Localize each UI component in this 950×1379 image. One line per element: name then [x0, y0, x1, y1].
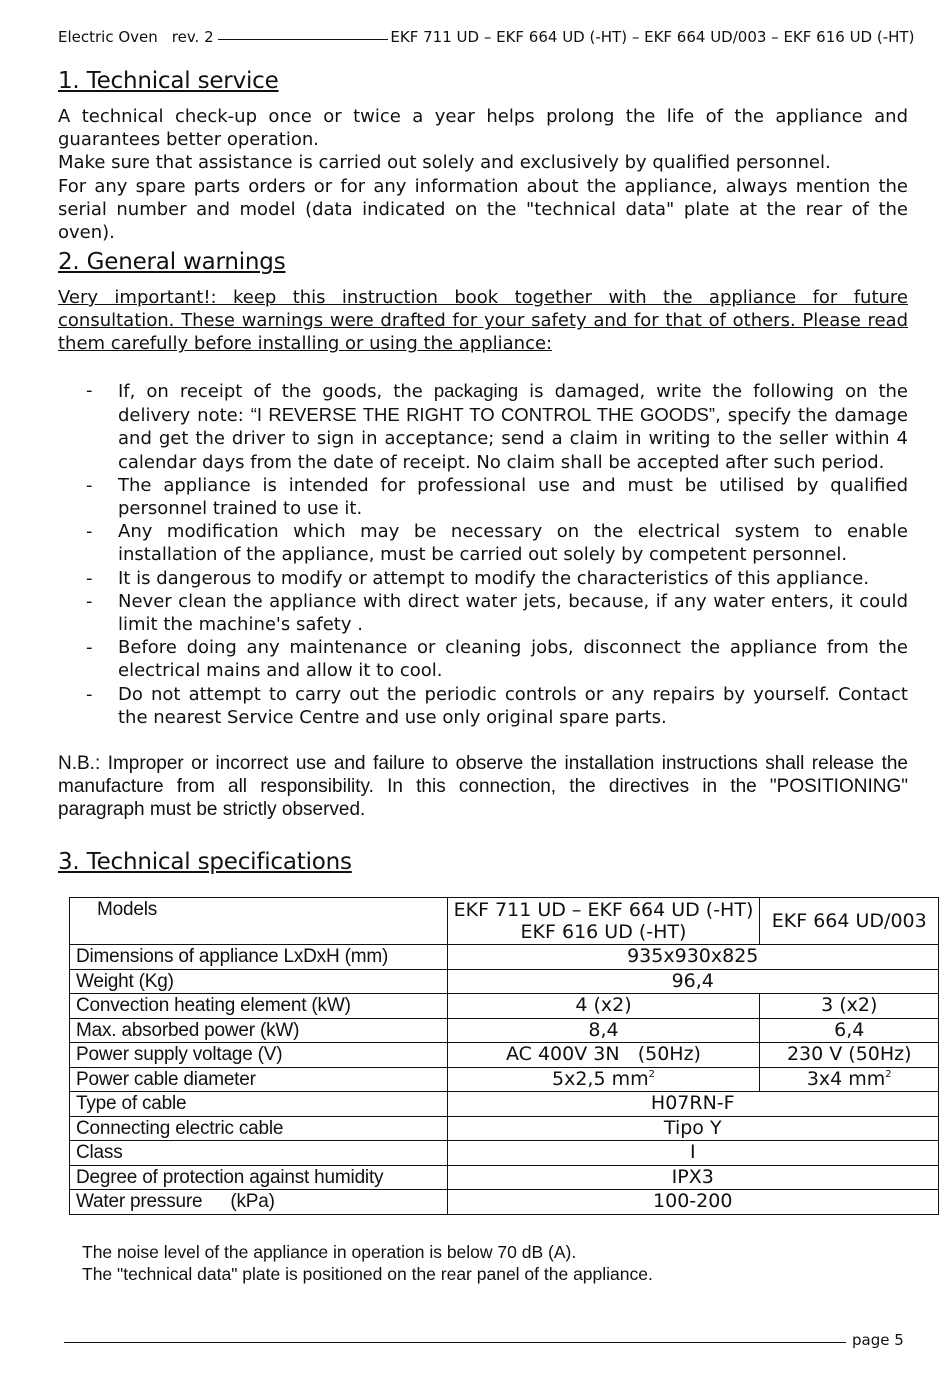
row-label: Convection heating element (kW) [70, 994, 448, 1019]
list-item: - Do not attempt to carry out the periodic controls or any repairs by yourself. Contact the nearest Service Centre and use only original spare parts. [86, 683, 908, 728]
row-value-col2: 3x4 $mm^2$ [760, 1067, 939, 1092]
note: The noise level of the appliance in operation is below 70 dB (A). [82, 1242, 577, 1262]
dash-bullet: - [86, 567, 93, 589]
nb-text: Improper or incorrect use and failure to observe the installation instructions shall release the manufacture from all responsibility. In this connection, the directives in the "POSITIONING" paragraph must be strictly observed. [58, 753, 908, 821]
row-label: Max. absorbed power (kW) [70, 1018, 448, 1043]
row-label: Power supply voltage (V) [70, 1043, 448, 1068]
table-row [70, 994, 939, 1019]
row-value: 96,4 [447, 969, 939, 994]
page-header [58, 28, 915, 46]
page-number: page 5 [852, 1331, 904, 1349]
table-row [70, 945, 939, 970]
paragraph: A technical check-up once or twice a year helps prolong the life of the appliance and guarantees better operation. [58, 106, 908, 151]
dash-bullet: - [86, 637, 93, 659]
table-row [70, 1067, 939, 1092]
dash-bullet: - [86, 521, 93, 543]
header-revision: rev. 2 [171, 28, 214, 46]
header-rule [218, 38, 388, 40]
section-general-warnings-title: 2. General warnings [58, 249, 286, 275]
footer-rule [64, 1341, 846, 1343]
dash-bullet: - [86, 683, 93, 705]
row-label: Dimensions of appliance LxDxH (mm) [70, 945, 448, 970]
table-row [70, 1190, 939, 1215]
row-label: Degree of protection against humidity [70, 1165, 448, 1190]
dash-bullet: - [86, 474, 93, 496]
list-item: - Never clean the appliance with direct water jets, because, if any water enters, it could limit the machine's safety . [86, 590, 908, 636]
table-row [70, 1116, 939, 1141]
row-label: Weight (Kg) [70, 969, 448, 994]
table-row [70, 969, 939, 994]
specifications-table [69, 897, 939, 1215]
page-footer [64, 1331, 904, 1349]
row-value: H07RN-F [447, 1092, 939, 1117]
row-value-col2: 6,4 [760, 1018, 939, 1043]
table-header-col2: EKF 664 UD/003 [760, 898, 939, 945]
row-value: 100-200 [447, 1190, 939, 1215]
dash-bullet: - [86, 380, 93, 401]
list-item: - If, on receipt of the goods, the packaging is damaged, write the following on the delivery note: “I REVERSE THE RIGHT TO CONTROL THE GOODS”, specify the damage and get the driver to sign in acceptance; send a claim in writing to the seller within 4 calendar days from the date of receipt. No claim shall be accepted after such period. [86, 380, 909, 473]
table-header-col1: EKF 711 UD – EKF 664 UD (-HT) EKF 616 UD (-HT) [447, 898, 760, 945]
note: The "technical data" plate is positioned on the rear panel of the appliance. [82, 1264, 653, 1284]
row-value: 935x930x825 [447, 945, 939, 970]
row-value-col1: 4 (x2) [447, 994, 760, 1019]
list-item: - Any modification which may be necessary on the electrical system to enable installation of the appliance, must be carried out solely by competent personnel. [86, 521, 908, 566]
row-value-col1: AC 400V 3N (50Hz) [447, 1043, 760, 1068]
header-models: EKF 711 UD – EKF 664 UD (-HT) – EKF 664 UD/003 – EKF 616 UD (-HT) [390, 28, 915, 46]
row-label: Connecting electric cable [70, 1116, 448, 1141]
dash-bullet: - [86, 590, 93, 612]
list-item: - Before doing any maintenance or cleaning jobs, disconnect the appliance from the electrical mains and allow it to cool. [86, 637, 908, 682]
row-value: Tipo Y [447, 1116, 939, 1141]
row-value-col1: 5x2,5 $mm^2$ [447, 1067, 760, 1092]
nb-note [58, 752, 908, 822]
section-technical-service-body [58, 105, 908, 244]
table-row [70, 1092, 939, 1117]
list-item: - The appliance is intended for professional use and must be utilised by qualified personnel trained to use it. [86, 474, 908, 520]
row-label: Type of cable [70, 1092, 448, 1117]
nb-prefix: N.B.: [58, 753, 101, 774]
section-technical-specifications-title: 3. Technical specifications [58, 849, 352, 875]
row-label: Class [70, 1141, 448, 1166]
row-label: Power cable diameter [70, 1067, 448, 1092]
row-value: IPX3 [447, 1165, 939, 1190]
table-header-row [70, 898, 939, 945]
row-value: I [447, 1141, 939, 1166]
row-value-col1: 8,4 [447, 1018, 760, 1043]
row-value-col2: 3 (x2) [760, 994, 939, 1019]
paragraph: Make sure that assistance is carried out solely and exclusively by qualified personnel. [58, 152, 831, 174]
table-header-models: Models [70, 898, 448, 945]
warnings-intro: Very important!: keep this instruction book together with the appliance for future consultation. These warnings were drafted for your safety and for that of others. Please read them carefully before installing or using the appliance: [58, 287, 908, 355]
paragraph: For any spare parts orders or for any information about the appliance, always mention the serial number and model (data indicated on the "technical data" plate at the rear of the oven). [58, 175, 908, 244]
table-row [70, 1043, 939, 1068]
section-technical-service-title: 1. Technical service [58, 68, 279, 94]
row-label: Water pressure (kPa) [70, 1190, 448, 1215]
table-row [70, 1018, 939, 1043]
table-row [70, 1165, 939, 1190]
header-doc-title: Electric Oven [58, 28, 158, 46]
list-item: - It is dangerous to modify or attempt to modify the characteristics of this appliance. [86, 567, 870, 589]
row-value-col2: 230 V (50Hz) [760, 1043, 939, 1068]
specification-notes [82, 1241, 902, 1285]
table-row [70, 1141, 939, 1166]
warnings-list [58, 379, 908, 729]
